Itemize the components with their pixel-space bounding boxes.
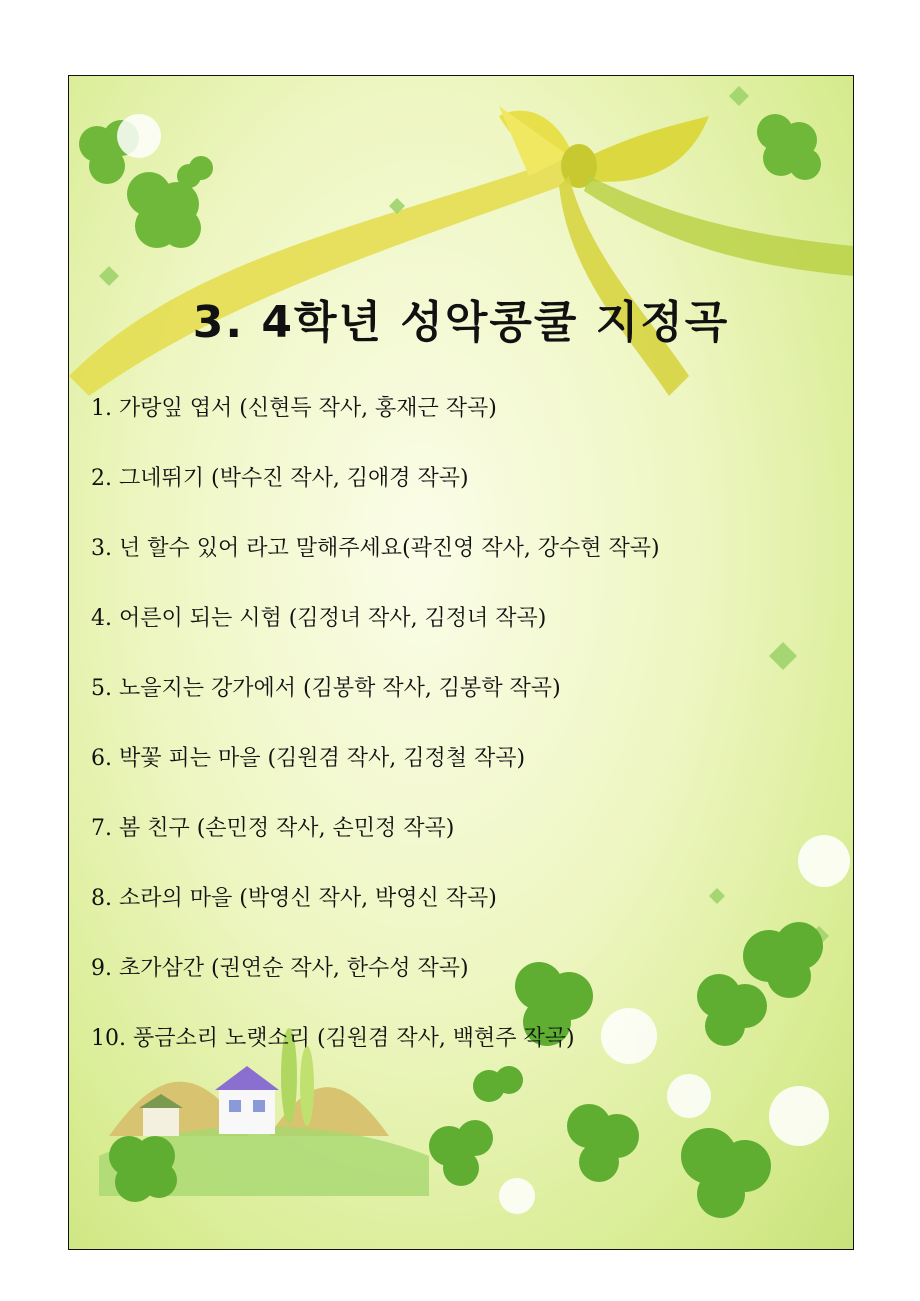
document-frame xyxy=(68,75,854,1250)
song-item: 10. 풍금소리 노랫소리 (김원겸 작사, 백현주 작곡) xyxy=(91,1026,575,1051)
ribbon-bow-illustration xyxy=(69,106,853,396)
song-item: 2. 그네뛰기 (박수진 작사, 김애경 작곡) xyxy=(91,466,469,491)
song-item: 6. 박꽃 피는 마을 (김원겸 작사, 김정철 작곡) xyxy=(91,746,526,771)
song-list xyxy=(91,394,660,1094)
clover-cluster-top-right xyxy=(757,114,821,180)
page-title: 3. 4학년 성악콩쿨 지정곡 xyxy=(192,297,730,348)
song-item: 5. 노을지는 강가에서 (김봉학 작사, 김봉학 작곡) xyxy=(91,676,561,701)
song-item: 9. 초가삼간 (권연순 작사, 한수성 작곡) xyxy=(91,956,469,981)
song-item: 7. 봄 친구 (손민정 작사, 손민정 작곡) xyxy=(91,816,455,841)
song-item: 8. 소라의 마을 (박영신 작사, 박영신 작곡) xyxy=(91,886,497,911)
song-item: 4. 어른이 되는 시험 (김정녀 작사, 김정녀 작곡) xyxy=(91,606,547,631)
song-item: 3. 넌 할수 있어 라고 말해주세요(곽진영 작사, 강수현 작곡) xyxy=(91,536,660,561)
song-item: 1. 가랑잎 엽서 (신현득 작사, 홍재근 작곡) xyxy=(91,396,497,421)
